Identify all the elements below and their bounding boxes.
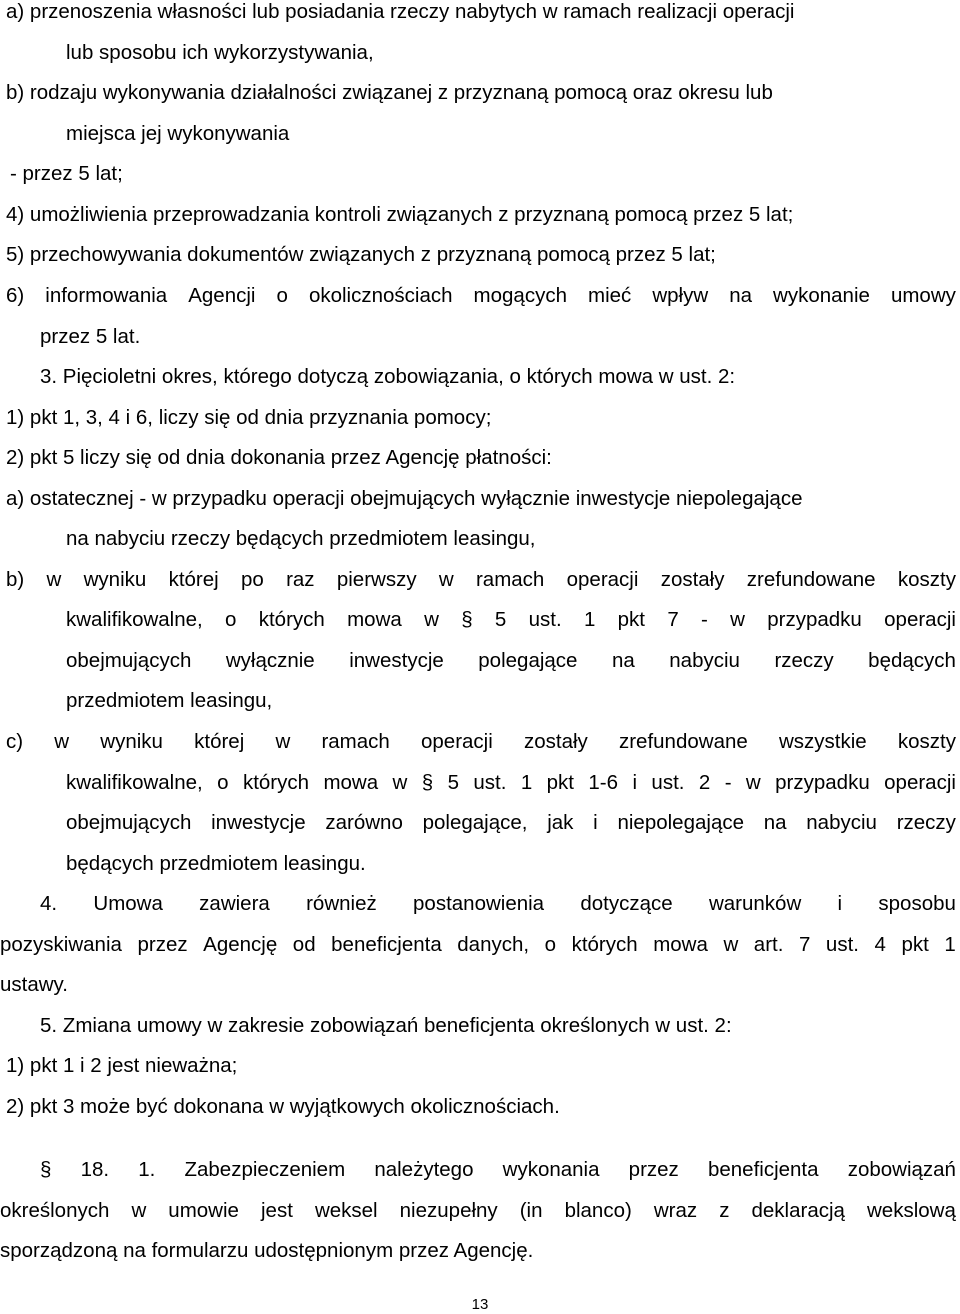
word: okolicznościach (308, 284, 453, 307)
word: w (46, 568, 62, 591)
word: polegające, (422, 811, 528, 834)
word: której (168, 568, 219, 591)
word: wykonania (502, 1158, 600, 1181)
word: pozyskiwania (0, 933, 122, 956)
word: (in (519, 1199, 543, 1222)
word: wyłącznie (225, 649, 315, 672)
word: § (421, 771, 434, 794)
word: 1 (944, 933, 956, 956)
word: o (544, 933, 557, 956)
word: Agencję (203, 933, 278, 956)
word: kwalifikowalne, (66, 771, 203, 794)
word: wyniku (83, 568, 147, 591)
text-line: będących przedmiotem leasingu. (66, 852, 366, 875)
word: pkt (617, 608, 646, 631)
word: mogących (473, 284, 567, 307)
word: 1. (138, 1158, 156, 1181)
word: Zabezpieczeniem (184, 1158, 346, 1181)
word: sposobu (878, 892, 956, 915)
word: wykonanie (773, 284, 870, 307)
word: obejmujących (66, 649, 192, 672)
word: wpływ (652, 284, 709, 307)
word: 4 (874, 933, 886, 956)
word: niezupełny (399, 1199, 498, 1222)
word: danych, (457, 933, 530, 956)
word: od (292, 933, 316, 956)
word: o (217, 771, 229, 794)
word: ust. (473, 771, 507, 794)
word: 7 (667, 608, 679, 631)
word: operacji (421, 730, 493, 753)
word: ramach (321, 730, 390, 753)
word: postanowienia (413, 892, 545, 915)
word: pkt (901, 933, 929, 956)
word: art. (753, 933, 784, 956)
word: mieć (588, 284, 632, 307)
word: operacji (884, 608, 956, 631)
text-line: lub sposobu ich wykorzystywania, (66, 41, 374, 64)
word: mowa (653, 933, 708, 956)
text-line: 2) pkt 3 może być dokonana w wyjątkowych okolicznościach. (6, 1095, 560, 1118)
word: przypadku (775, 771, 870, 794)
text-line: 2) pkt 5 liczy się od dnia dokonania przez Agencję płatności: (6, 446, 552, 469)
text-line: 5. Zmiana umowy w zakresie zobowiązań beneficjenta określonych w ust. 2: (40, 1014, 732, 1037)
word: blanco) (564, 1199, 632, 1222)
word: 2 (698, 771, 711, 794)
text-line: przedmiotem leasingu, (66, 689, 273, 712)
word: zrefundowane (618, 730, 748, 753)
text-line: przez 5 lat. (40, 325, 141, 348)
word: jest (260, 1199, 293, 1222)
word: których (242, 771, 310, 794)
word: - (724, 771, 732, 794)
word: na (763, 811, 787, 834)
word: 4. (40, 892, 58, 915)
word: wszystkie (778, 730, 867, 753)
word: których (258, 608, 325, 631)
word: w (131, 1199, 147, 1222)
word: wyniku (100, 730, 163, 753)
word: pkt (546, 771, 574, 794)
word: należytego (374, 1158, 474, 1181)
word: umowy (890, 284, 956, 307)
word: będących (868, 649, 956, 672)
text-line: 5) przechowywania dokumentów związanych z przyznaną pomocą przez 5 lat; (6, 243, 716, 266)
text-line (0, 1199, 956, 1223)
word: informowania (45, 284, 168, 307)
word: dotyczące (580, 892, 673, 915)
word: 5 (447, 771, 459, 794)
word: niepolegające (617, 811, 744, 834)
word: zrefundowane (746, 568, 876, 591)
word: § (40, 1158, 52, 1181)
text-line: 3. Pięcioletni okres, którego dotyczą zobowiązania, o których mowa w ust. 2: (40, 365, 736, 388)
word: na (729, 284, 753, 307)
word: § (461, 608, 473, 631)
word: weksel (314, 1199, 378, 1222)
word: wekslową (867, 1199, 956, 1222)
word: zarówno (325, 811, 403, 834)
word: 7 (798, 933, 811, 956)
text-line (40, 892, 956, 916)
word: zostały (523, 730, 588, 753)
word: 1 (520, 771, 533, 794)
word: i (593, 811, 598, 834)
word: 5 (494, 608, 507, 631)
word: warunków (708, 892, 802, 915)
word: kwalifikowalne, (66, 608, 203, 631)
word: operacji (884, 771, 956, 794)
word: 6) (6, 284, 25, 307)
text-line (6, 568, 956, 592)
text-line: ustawy. (0, 973, 68, 996)
text-line: miejsca jej wykonywania (66, 122, 290, 145)
word: nabyciu (669, 649, 740, 672)
word: umowie (168, 1199, 239, 1222)
text-line (66, 811, 956, 835)
word: w (438, 568, 454, 591)
word: z (719, 1199, 730, 1222)
word: przypadku (767, 608, 862, 631)
word: ust. (651, 771, 685, 794)
text-line (66, 771, 956, 795)
word: inwestycje (211, 811, 306, 834)
word: w (723, 933, 739, 956)
word: koszty (897, 730, 956, 753)
text-line: sporządzoną na formularzu udostępnionym przez Agencję. (0, 1239, 534, 1262)
word: b) (6, 568, 25, 591)
word: i (837, 892, 843, 915)
word: beneficjenta (707, 1158, 819, 1181)
text-line: b) rodzaju wykonywania działalności związanej z przyznaną pomocą oraz okresu lub (6, 81, 773, 104)
word: 18. (80, 1158, 110, 1181)
word: ramach (475, 568, 545, 591)
word: wraz (653, 1199, 698, 1222)
word: w (745, 771, 761, 794)
text-line (66, 649, 956, 673)
word: której (194, 730, 245, 753)
word: beneficjenta (331, 933, 442, 956)
word: rzeczy (774, 649, 834, 672)
word: mowa (347, 608, 402, 631)
word: o (225, 608, 237, 631)
word: zobowiązań (847, 1158, 956, 1181)
word: ust. (528, 608, 562, 631)
text-line (0, 933, 956, 957)
word: 1-6 (588, 771, 619, 794)
word: przez (628, 1158, 679, 1181)
page-number: 13 (471, 1296, 489, 1313)
word: określonych (0, 1199, 110, 1222)
word: w (730, 608, 745, 631)
word: również (306, 892, 377, 915)
word: Agencji (188, 284, 256, 307)
word: w (54, 730, 70, 753)
text-line: 4) umożliwienia przeprowadzania kontroli związanych z przyznaną pomocą przez 5 lat; (6, 203, 794, 226)
word: po (240, 568, 264, 591)
word: polegające (478, 649, 578, 672)
word: w (275, 730, 291, 753)
text-line (66, 608, 956, 632)
word: c) (6, 730, 24, 753)
word: 1 (583, 608, 596, 631)
word: operacji (566, 568, 639, 591)
word: przez (137, 933, 188, 956)
text-line: 1) pkt 1 i 2 jest nieważna; (6, 1054, 238, 1077)
word: raz (286, 568, 315, 591)
word: jak (547, 811, 574, 834)
word: inwestycje (349, 649, 444, 672)
text-line: na nabyciu rzeczy będących przedmiotem leasingu, (66, 527, 536, 550)
word: mowa (323, 771, 379, 794)
word: Umowa (93, 892, 163, 915)
word: - (701, 608, 708, 631)
text-line: 1) pkt 1, 3, 4 i 6, liczy się od dnia przyznania pomocy; (6, 406, 492, 429)
text-line: a) ostatecznej - w przypadku operacji obejmujących wyłącznie inwestycje niepolegające (6, 487, 803, 510)
word: w (424, 608, 439, 631)
text-line: - przez 5 lat; (10, 162, 123, 185)
word: nabyciu (806, 811, 877, 834)
word: na (611, 649, 635, 672)
text-line: a) przenoszenia własności lub posiadania rzeczy nabytych w ramach realizacji operacji (6, 0, 795, 23)
word: o (276, 284, 288, 307)
word: obejmujących (66, 811, 192, 834)
word: koszty (897, 568, 956, 591)
word: w (392, 771, 408, 794)
word: zostały (660, 568, 725, 591)
word: rzeczy (896, 811, 956, 834)
word: których (571, 933, 638, 956)
text-line (40, 1158, 956, 1182)
word: ust. (825, 933, 859, 956)
text-line (6, 730, 956, 754)
word: zawiera (199, 892, 270, 915)
word: pierwszy (336, 568, 417, 591)
text-line (6, 284, 956, 308)
word: i (632, 771, 638, 794)
word: deklaracją (751, 1199, 845, 1222)
